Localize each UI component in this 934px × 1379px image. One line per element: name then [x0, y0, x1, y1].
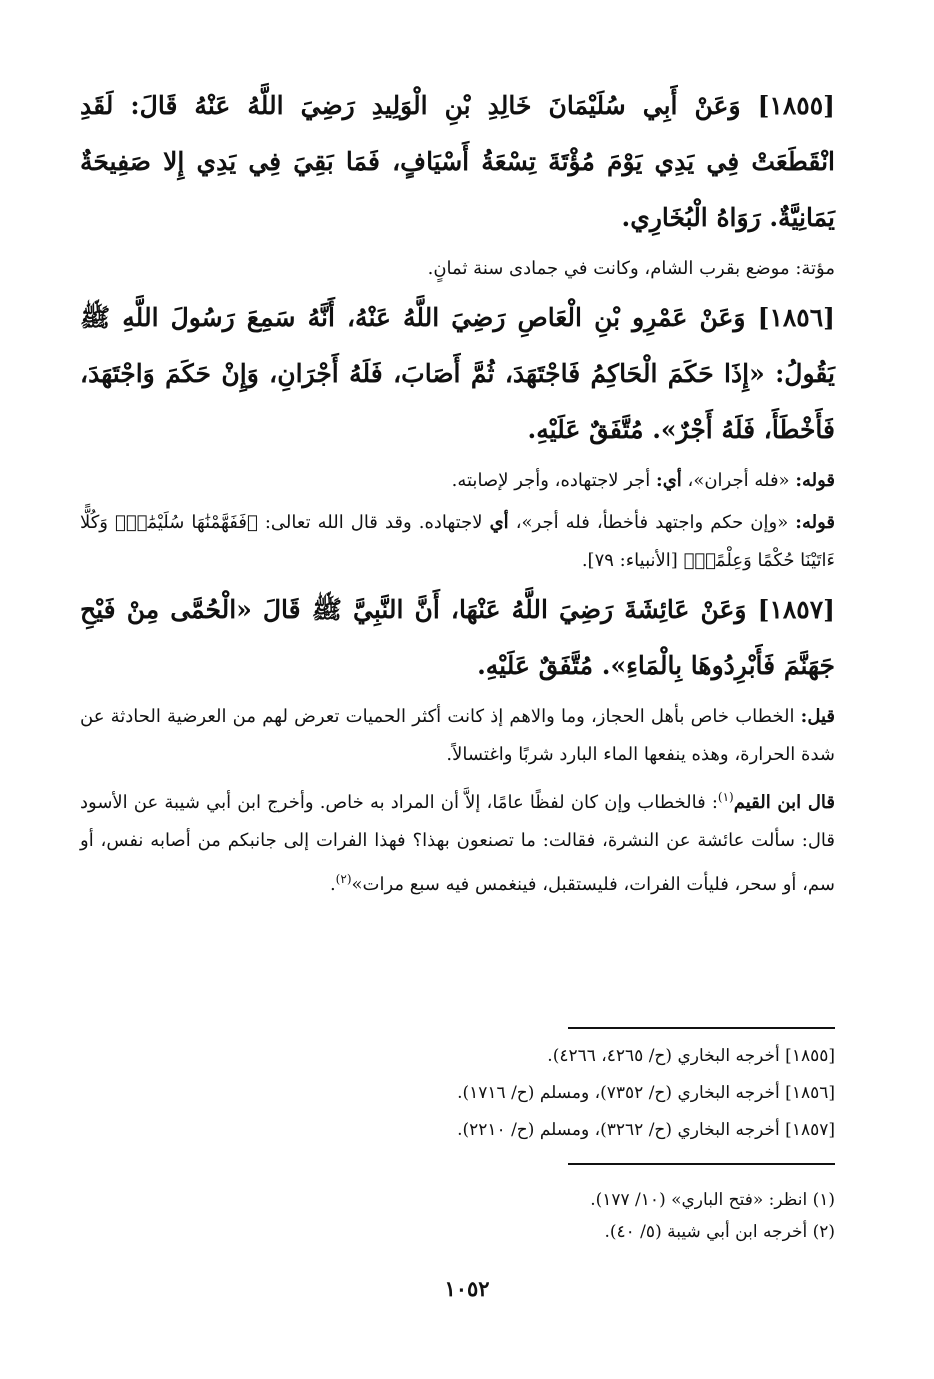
footnote-marker: (١) — [717, 790, 734, 804]
note-1857-b — [80, 778, 835, 904]
footnotes — [80, 1184, 835, 1248]
note-lead: قوله: — [795, 470, 835, 491]
note-lead: قوله: — [795, 512, 835, 533]
quran-verse: ﴿فَفَهَّمْنَٰهَا سُلَيْمَٰنَۚ وَكُلًّا ءَاتَيْنَا حُكْمًا وَعِلْمًاۚ﴾ — [80, 512, 835, 571]
note-lead: قال ابن القيم — [733, 792, 836, 813]
footnote-item: (١) انظر: «فتح الباري» (١٠/ ١٧٧). — [590, 1190, 835, 1210]
page-body — [80, 78, 835, 906]
page-number: ١٠٥٢ — [444, 1276, 490, 1301]
reference-item: [١٨٥٥] أخرجه البخاري (ح/ ٤٢٦٥، ٤٢٦٦). — [547, 1046, 835, 1066]
hadith-text: وَعَنْ عَائِشَةَ رَضِيَ اللَّهُ عَنْهَا، أَنَّ النَّبِيَّ ﷺ قَالَ «الْحُمَّى مِنْ فَيْحِ جَهَنَّمَ فَأَبْرِدُوهَا بِالْمَاءِ». مُتَّفَقٌ عَلَيْهِ. — [80, 595, 835, 680]
note-1856-b — [80, 504, 835, 580]
footnote-marker: (٢) — [335, 872, 352, 886]
references-divider — [568, 1027, 835, 1029]
note-rest: : فالخطاب وإن كان لفظًا عامًا، إلاَّ أن المراد به خاص. — [319, 792, 718, 813]
note-ai: أي: — [656, 470, 682, 491]
verse-reference: [الأنبياء: ٧٩]. — [581, 550, 678, 571]
note-line2: وأخرج ابن أبي شيبة عن الأسود قال: سألت عائشة عن النشرة، فقالت: ما تصنعون بهذا؟ فهذا الفرات إلى جانبكم من أصابه نفس، أو سم، أو سحر، فليأت الفرات، فليستقبل، فينغمس فيه سبع مرات» — [80, 792, 835, 895]
note-lead: قيل: — [800, 706, 835, 727]
footnote-item: (٢) أخرجه ابن أبي شيبة (٥/ ٤٠). — [604, 1222, 835, 1242]
note-end: . — [329, 874, 336, 895]
note-rest: أجر لاجتهاده، وأجر لإصابته. — [451, 470, 651, 491]
hadith-text: وَعَنْ أَبِي سُلَيْمَانَ خَالِدِ بْنِ الْوَلِيدِ رَضِيَ اللَّهُ عَنْهُ قَالَ: لَقَدِ انْقَطَعَتْ فِي يَدِي يَوْمَ مُؤْتَةَ تِسْعَةُ أَسْيَافٍ، فَمَا بَقِيَ فِي يَدِي إِلا صَفِيحَةٌ يَمَانِيَّةٌ. رَوَاهُ الْبُخَارِي. — [80, 91, 835, 232]
note-quote: «فله أجران»، — [687, 470, 790, 491]
hadith-1857 — [80, 582, 835, 694]
hadith-1856 — [80, 290, 835, 458]
footnotes-divider — [568, 1163, 835, 1165]
reference-item: [١٨٥٦] أخرجه البخاري (ح/ ٧٣٥٢)، ومسلم (ح/ ١٧١٦). — [457, 1083, 835, 1103]
hadith-text: وَعَنْ عَمْرِو بْنِ الْعَاصِ رَضِيَ اللَّهُ عَنْهُ، أَنَّهُ سَمِعَ رَسُولَ اللَّهِ ﷺ يَقُولُ: «إِذَا حَكَمَ الْحَاكِمُ فَاجْتَهَدَ، ثُمَّ أَصَابَ، فَلَهُ أَجْرَانِ، وَإِنْ حَكَمَ وَاجْتَهَدَ، فَأَخْطَأَ، فَلَهُ أَجْرٌ». مُتَّفَقٌ عَلَيْهِ. — [80, 303, 835, 444]
note-rest: لاجتهاده. وقد قال الله تعالى: — [264, 512, 483, 533]
hadith-number: [١٨٥٦] — [757, 303, 835, 332]
note-1855: مؤتة: موضع بقرب الشام، وكانت في جمادى سنة ثمانٍ. — [427, 258, 835, 279]
note-quote: «وإن حكم واجتهد فأخطأ، فله أجر»، — [515, 512, 789, 533]
note-1856-a — [80, 462, 835, 500]
references — [80, 1038, 835, 1149]
reference-item: [١٨٥٧] أخرجه البخاري (ح/ ٣٢٦٢)، ومسلم (ح/ ٢٢١٠). — [457, 1120, 835, 1140]
hadith-number: [١٨٥٥] — [757, 91, 835, 120]
note-1857-a — [80, 698, 835, 774]
hadith-1855 — [80, 78, 835, 246]
note-rest: الخطاب خاص بأهل الحجاز، وما والاهم إذ كانت أكثر الحميات تعرض لهم من العرضية الحادثة عن شدة الحرارة، وهذه ينفعها الماء البارد شربًا واغتسالاً. — [80, 706, 835, 765]
note-ai: أي — [489, 512, 509, 533]
hadith-number: [١٨٥٧] — [757, 595, 835, 624]
